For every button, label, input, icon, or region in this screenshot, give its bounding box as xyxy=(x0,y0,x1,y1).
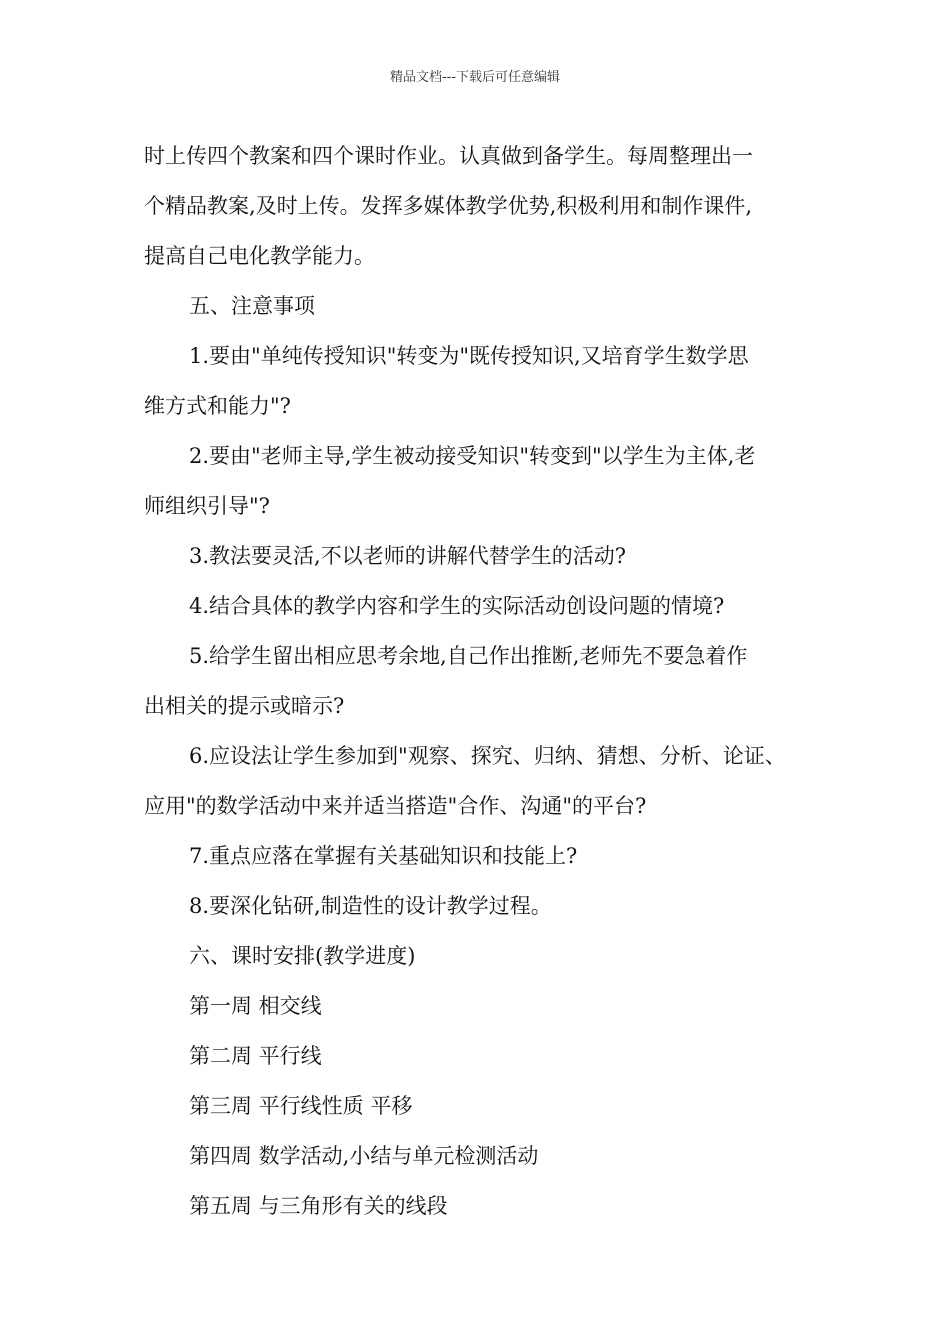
text-line: 师组织引导"? xyxy=(144,494,270,518)
text-line: 第二周 平行线 xyxy=(189,1044,322,1068)
text-line: 5.给学生留出相应思考余地,自己作出推断,老师先不要急着作 xyxy=(189,644,748,668)
text-line: 8.要深化钻研,制造性的设计教学过程。 xyxy=(189,894,552,918)
text-line: 五、注意事项 xyxy=(189,294,315,318)
text-line: 个精品教案,及时上传。发挥多媒体教学优势,积极利用和制作课件, xyxy=(144,194,753,218)
text-line: 六、课时安排(教学进度) xyxy=(189,944,416,968)
document-body xyxy=(144,131,824,1231)
text-line: 第三周 平行线性质 平移 xyxy=(189,1094,413,1118)
text-line: 6.应设法让学生参加到"观察、探究、归纳、猜想、分析、论证、 xyxy=(189,744,786,768)
text-line: 7.重点应落在掌握有关基础知识和技能上? xyxy=(189,844,578,868)
text-line: 第一周 相交线 xyxy=(189,994,322,1018)
text-line: 4.结合具体的教学内容和学生的实际活动创设问题的情境? xyxy=(189,594,725,618)
text-line: 2.要由"老师主导,学生被动接受知识"转变到"以学生为主体,老 xyxy=(189,444,756,468)
text-line: 出相关的提示或暗示? xyxy=(144,694,345,718)
text-line: 3.教法要灵活,不以老师的讲解代替学生的活动? xyxy=(189,544,626,568)
text-line: 时上传四个教案和四个课时作业。认真做到备学生。每周整理出一 xyxy=(144,144,753,168)
text-line: 提高自己电化教学能力。 xyxy=(144,244,375,268)
text-line: 应用"的数学活动中来并适当搭造"合作、沟通"的平台? xyxy=(144,794,647,818)
text-line: 第四周 数学活动,小结与单元检测活动 xyxy=(189,1144,539,1168)
text-line: 1.要由"单纯传授知识"转变为"既传授知识,又培育学生数学思 xyxy=(189,344,749,368)
text-line: 第五周 与三角形有关的线段 xyxy=(189,1194,448,1218)
page-header: 精品文档---下载后可任意编辑 xyxy=(389,70,561,85)
text-line: 维方式和能力"? xyxy=(144,394,291,418)
